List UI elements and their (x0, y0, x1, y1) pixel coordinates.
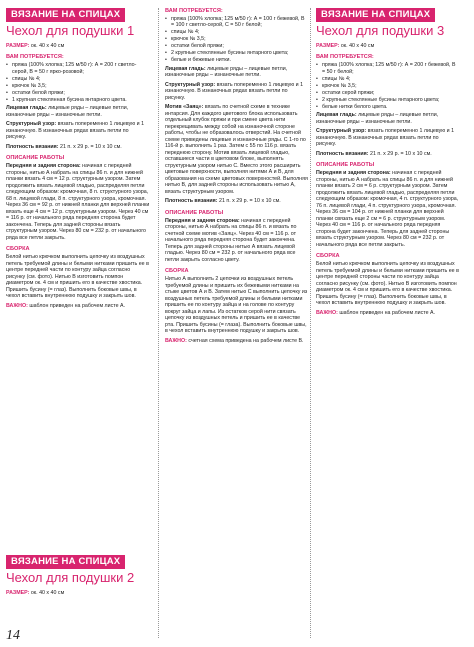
work-paragraph: Передняя и задняя сторона: начиная с передней стороны, нитью А набрать на спицы 86 п. и вязать по счетной схеме мотив «Заяц». Через 40 см = 116 р. от начального ряда передняя сторона будет закончена. Теперь для задней стороны нитью А вязать лицевой гладью. Через 80 см = 232 р. от начального ряда все петли закрыть согласно цвету. (165, 217, 297, 263)
column-cushion-1 (6, 8, 150, 312)
work-paragraph: Передняя и задняя сторона: начиная с передней стороны, нитью А набрать на спицы 86 п. и для нижней планки вязать 4 см = 12 р. структурным узором. Затем продолжить вязать лицевой гладью, распределяя петли следующим образом: кромочная, 8 п. структурного узора, 68 п. лицевой глади, 8 п. структурного узора, кромочная. Через 36 см = 92 р. от нижней планки для верхней планки вязать еще 4 см = 12 р. структурным узором. Через 40 см = 116 р. от начального ряда передняя сторона будет закончена. Теперь для задней стороны вязать структурным узором. Через 80 см = 232 р. от начального ряда все петли закрыть. (6, 163, 150, 241)
material-item: • пряжа (100% хлопка; 125 м/50 г): А = 200 г бежевой, В = 50 г белой; (316, 62, 460, 75)
assembly-paragraph: Нитью А выполнить 2 цепочки из воздушных петель требуемой длины и пришить их бежевыми нитками на стыке цветов А и В. Затем нитью С выполнить цепочку из воздушных петель требуемой длины и белыми нитками пришить ее по контуру зайца и на голове по контуру вокруг зайца и лапы. Из остатков серой нити связать цепочку из воздушных петель и пришить ее в качестве рта. Пришить бусины (= глаза). Выполнить боковые швы, в чехол вставить внутреннюю подушку и закрыть шов. (165, 276, 308, 335)
material-item: • крючок № 3,5; (316, 83, 460, 90)
material-item: • пряжа (100% хлопка; 125 м/50 г): А = 100 г бежевой, В = 100 г светло-серой, С = 50 г белой; (165, 16, 309, 29)
material-item: • остатки белой пряжи; (165, 43, 309, 50)
materials-heading: ВАМ ПОТРЕБУЕТСЯ: (316, 54, 374, 61)
column-cushion-2 (165, 8, 309, 347)
size-line: РАЗМЕР: ок. 40 х 40 см (316, 42, 375, 49)
column-cushion-3 (316, 8, 460, 319)
assembly-heading: СБОРКА (316, 253, 340, 260)
motif-paragraph: Мотив «Заяц»: вязать по счетной схеме в технике интарсия. Для каждого цветового блока использовать отдельный клубок пряжи и при смене цвета нити перекрещивать между собой на изнаночной стороне работы, чтобы не образовалось отверстий. На счетной схеме приведены лицевые и изнаночные ряды. С 1-го по 116-й р. выполнить 1 раз. Затем с 55 по 116 р. вязать переднюю сторону. Мотив вязать лицевой гладью, оставшиеся части в цветовом блоке, выполнять структурным узором нитью С. Вместо этого расширить цветовые поверхности, выполняя нитями А и В, для образования на схеме цветовых поверхностей. Выполняя нитью В, для задней стороны использовать нитью А, вязать структурным узором. (165, 104, 308, 195)
stitch-paragraph: Структурный узор: вязать попеременно 1 лицевую и 1 изнаночную. В изнаночных рядах вязать петли по рисунку. (316, 128, 455, 148)
important-note: ВАЖНО: шаблон приведен на рабочем листе А. (316, 309, 436, 316)
material-item: • остатки белой пряжи; (6, 90, 150, 97)
stitch-paragraph: Структурный узор: вязать попеременно 1 лицевую и 1 изнаночную. В изнаночных рядах вязать петли по рисунку. (165, 81, 304, 101)
assembly-paragraph: Белой нитью крючком выполнить цепочку из воздушных петель требуемой длины и белыми нитками пришить ее в центре передней стороны части по контуру зайца согласно рисунку (см. фото). Нитью В изготовить помпон диаметром ок. 4 см и пришить его в качестве хвостика. Пришить бусину (= глаз). Выполнить боковые швы, в чехол вставить внутреннюю подушку и закрыть шов. (316, 261, 459, 307)
size-line: РАЗМЕР: ок. 40 х 40 см (6, 42, 65, 49)
work-heading: ОПИСАНИЕ РАБОТЫ (6, 155, 65, 162)
stitch-paragraph: Структурный узор: вязать попеременно 1 лицевую и 1 изнаночную. В изнаночных рядах вязать петли по рисунку. (6, 121, 145, 141)
pattern-title: Чехол для подушки 1 (6, 22, 135, 38)
stitch-paragraph: Лицевая гладь: лицевые ряды – лицевые петли, изнаночные ряды – изнаночные петли. (165, 65, 288, 79)
pattern-title: Чехол для подушки 2 (6, 569, 135, 585)
assembly-heading: СБОРКА (6, 246, 30, 253)
section-banner: ВЯЗАНИЕ НА СПИЦАХ (6, 555, 125, 569)
material-item: • 2 крупные стеклянные бусины янтарного цвета; (165, 50, 309, 57)
stitch-paragraph: Лицевая гладь: лицевые ряды – лицевые петли, изнаночные ряды – изнаночные петли. (6, 105, 129, 118)
material-item: • крючок № 3,5; (6, 83, 150, 90)
materials-list (6, 62, 150, 103)
pattern-title: Чехол для подушки 3 (316, 22, 445, 38)
materials-heading: ВАМ ПОТРЕБУЕТСЯ: (165, 8, 223, 14)
materials-list (165, 16, 309, 64)
important-note: ВАЖНО: счетная схема приведена на рабочем листе В. (165, 337, 304, 344)
materials-list (316, 62, 460, 110)
section-banner: ВЯЗАНИЕ НА СПИЦАХ (316, 8, 435, 22)
material-item: • спицы № 4; (6, 76, 150, 83)
important-note: ВАЖНО: шаблон приведен на рабочем листе А. (6, 302, 126, 309)
work-paragraph: Передняя и задняя сторона: начиная с передней стороны, нитью А набрать на спицы 86 п. и для нижней планки вязать 2 см = 6 р. структурным узором. Затем продолжить вязать лицевой гладью, распределяя петли следующим образом: кромочная, 4 п. структурного узора, 76 п. лицевой глади, 4 п. структурного узора, кромочная. Через 36 см = 104 р. от нижней планки для верхней планки связать еще 2 см = 6 р. структурным узором. Через 40 см = 116 р. от начального ряда передняя сторона будет закончена. Теперь для задней стороны вязать структурным узором. Через 80 см = 232 р. от начального ряда все петли закрыть. (316, 170, 459, 248)
cushion-2-header (6, 555, 156, 599)
work-heading: ОПИСАНИЕ РАБОТЫ (316, 162, 375, 169)
gauge-paragraph: Плотность вязания: 21 п. х 29 р. = 10 х 10 см. (165, 198, 281, 205)
material-item: • остатки серой пряжи; (316, 90, 460, 97)
gauge-paragraph: Плотность вязания: 21 п. х 29 р. = 10 х 10 см. (316, 150, 432, 157)
material-item: • спицы № 4; (316, 76, 460, 83)
material-item: • крючок № 3,5; (165, 36, 309, 43)
column-divider (158, 8, 159, 638)
material-item: • спицы № 4; (165, 29, 309, 36)
material-item: • белые нитки белого цвета. (316, 104, 460, 111)
gauge-paragraph: Плотность вязания: 21 п. х 29 р. = 10 х 10 см. (6, 143, 122, 150)
stitch-paragraph: Лицевая гладь: лицевые ряды – лицевые петли, изнаночные ряды – изнаночные петли. (316, 112, 439, 125)
work-heading: ОПИСАНИЕ РАБОТЫ (165, 209, 224, 216)
materials-heading: ВАМ ПОТРЕБУЕТСЯ: (6, 54, 64, 61)
size-line: РАЗМЕР: ок. 40 х 40 см (6, 589, 65, 596)
assembly-paragraph: Белой нитью крючком выполнить цепочку из воздушных петель требуемой длины и белыми нитками пришить ее в центре передней части по контуру зайца согласно рисунку (см. фото). Нитью В изготовить помпон диаметром ок. 4 см и пришить его в качестве хвостика. Пришить бусину (= глаз). Выполнить боковые швы, в чехол вставить внутреннюю подушку и закрыть шов. (6, 254, 149, 300)
material-item: • белые и бежевые нитки. (165, 57, 309, 64)
material-item: • 1 крупная стеклянная бусина янтарного цвета. (6, 97, 150, 104)
material-item: • 2 крупные стеклянные бусины янтарного цвета; (316, 97, 460, 104)
material-item: • пряжа (100% хлопка; 125 м/50 г): А = 200 г светло-серой, В = 50 г ярко-розовой; (6, 62, 150, 75)
section-banner: ВЯЗАНИЕ НА СПИЦАХ (6, 8, 125, 22)
assembly-heading: СБОРКА (165, 268, 189, 275)
column-divider (310, 8, 311, 638)
page-number: 14 (6, 628, 20, 643)
